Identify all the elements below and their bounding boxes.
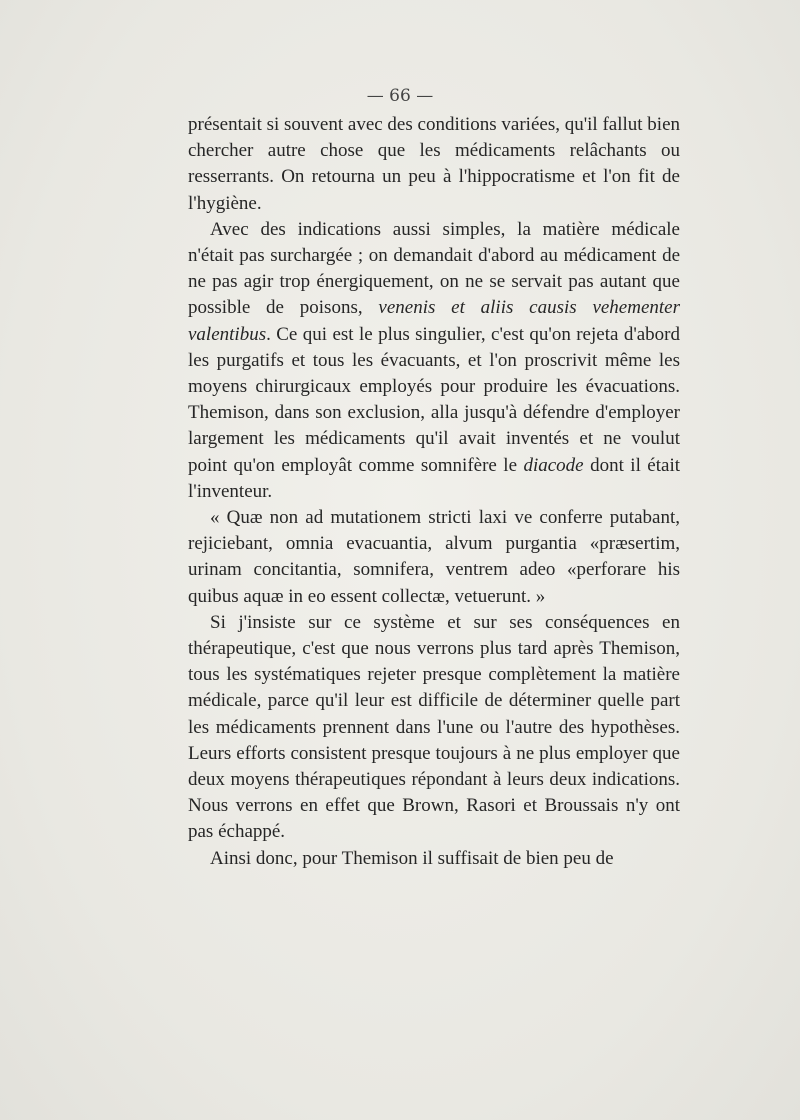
paragraph-text: « Quæ non ad mutationem stricti laxi ve conferre putabant, rejiciebant, omnia evacuantia, alvum purgantia «præsertim, urinam concitantia, somnifera, ventrem adeo «perforare his quibus aquæ in eo essent collectæ, vetuerunt. »	[188, 507, 680, 607]
paragraph-text: Avec des indications aussi simples, la matière médicale n'était pas surchargée ; on demandait d'abord au médicament de ne pas agir trop énergiquement, on ne se servait pas autant que possible de poisons,	[188, 218, 680, 319]
paragraph	[188, 505, 680, 610]
italic-text: venenis et aliis causis vehementer valentibus	[188, 297, 680, 345]
paragraph-text: Si j'insiste sur ce système et sur ses conséquences en thérapeutique, c'est que nous verrons plus tard après Themison, tous les systématiques rejeter presque complètement la matière médicale, parce qu'il leur est difficile de déterminer quelle part les médicaments prennent dans l'une ou l'autre des hypothèses. Leurs efforts consistent presque toujours à ne plus employer que deux moyens thérapeutiques répondant à leurs deux indications. Nous verrons en effet que Brown, Rasori et Broussais n'y ont pas échappé.	[188, 611, 680, 843]
paragraph	[188, 217, 680, 505]
body-text	[188, 112, 680, 872]
paragraph	[188, 846, 680, 872]
page-number: — 66 —	[366, 86, 434, 106]
paragraph-text: . Ce qui est le plus singulier, c'est qu'on rejeta d'abord les purgatifs et tous les évacuants, et l'on proscrivit même les moyens chirurgicaux employés pour produire les évacuations. Themison, dans son exclusion, alla jusqu'à défendre d'employer largement les médicaments qu'il avait inventés et ne voulut point qu'on employât comme somnifère le	[188, 323, 680, 476]
italic-text: diacode	[523, 454, 584, 476]
paragraph-text: dont il était l'inventeur.	[188, 454, 680, 502]
paragraph	[188, 610, 680, 846]
paragraph-text: Ainsi donc, pour Themison il suffisait de bien peu de	[210, 847, 614, 869]
paragraph-text: présentait si souvent avec des conditions variées, qu'il fallut bien chercher autre chose que les médicaments relâchants ou resserrants. On retourna un peu à l'hippocratisme et l'on fit de l'hygiène.	[188, 114, 681, 214]
paragraph	[188, 112, 680, 217]
